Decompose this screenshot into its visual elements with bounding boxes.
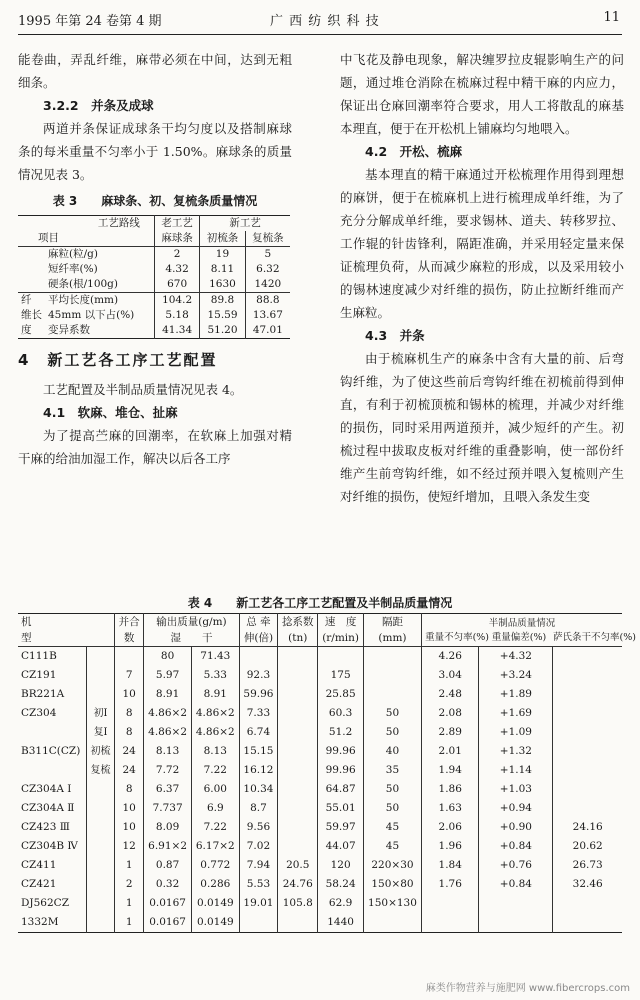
cell: 80 xyxy=(144,647,192,667)
table-row xyxy=(18,293,290,309)
table-4-block xyxy=(18,590,636,933)
cell: 59.97 xyxy=(318,818,364,837)
cell xyxy=(87,818,115,837)
machine-name: CZ411 xyxy=(21,859,57,871)
row-label: 变异系数 xyxy=(48,324,90,336)
machine-name xyxy=(18,761,87,780)
cell xyxy=(553,799,622,818)
machine-name: CZ191 xyxy=(21,669,57,681)
cell: +3.24 xyxy=(479,666,553,685)
cell: 64.87 xyxy=(318,780,364,799)
cell: +1.32 xyxy=(479,742,553,761)
section-heading: 4.3 并条 xyxy=(365,328,425,343)
cell xyxy=(363,685,421,704)
cell: 50 xyxy=(363,799,421,818)
cell xyxy=(87,837,115,856)
paragraph: 两道并条保证成球条干均匀度以及搭制麻球条的每米重量不匀率小于 1.50%。麻球条的质量情况见表 3。 xyxy=(18,121,292,182)
cell: 20.62 xyxy=(553,837,622,856)
cell: 5.33 xyxy=(191,666,239,685)
cell: 24.76 xyxy=(278,875,318,894)
cell: 2 xyxy=(115,875,144,894)
cell xyxy=(239,647,278,667)
row-group: 维长 xyxy=(21,309,42,321)
row-group xyxy=(18,262,45,277)
cell: 0.0167 xyxy=(144,894,192,913)
cell xyxy=(278,685,318,704)
cell: 89.8 xyxy=(200,293,245,309)
cell: 4.26 xyxy=(422,647,479,667)
cell: 0.0149 xyxy=(191,894,239,913)
cell: 2.08 xyxy=(422,704,479,723)
cell: 71.43 xyxy=(191,647,239,667)
machine-name: CZ304A Ⅱ xyxy=(21,802,75,814)
paragraph: 中飞花及静电现象，解决缠罗拉皮辊影响生产的问题，通过堆仓消除在梳麻过程中精干麻的内应力，保证出仓麻回潮率符合要求，用人工将散乱的麻基本理直，便于在开松机上铺麻均匀地喂入。 xyxy=(340,52,624,136)
cell: 5.97 xyxy=(144,666,192,685)
row-label: 平均长度(mm) xyxy=(45,293,154,309)
table-4-body xyxy=(18,647,622,933)
cell xyxy=(422,894,479,913)
cell: 8 xyxy=(115,704,144,723)
cell: 32.46 xyxy=(553,875,622,894)
table-row xyxy=(18,818,622,837)
cell: 7.94 xyxy=(239,856,278,875)
cell xyxy=(115,647,144,667)
cell: 26.73 xyxy=(553,856,622,875)
table-row xyxy=(18,799,622,818)
cell: 2 xyxy=(154,247,199,263)
cell: +1.09 xyxy=(479,723,553,742)
cell: 复梳 xyxy=(87,761,115,780)
table-row xyxy=(18,723,622,742)
cell: 4.86×2 xyxy=(191,723,239,742)
cell xyxy=(87,894,115,913)
th-item: 项目 xyxy=(38,232,59,244)
cell xyxy=(278,780,318,799)
cell: 24.16 xyxy=(553,818,622,837)
cell: 51.2 xyxy=(318,723,364,742)
cell: 9.56 xyxy=(239,818,278,837)
cell: 120 xyxy=(318,856,364,875)
cell: 50 xyxy=(363,780,421,799)
table-row xyxy=(18,875,622,894)
cell: 105.8 xyxy=(278,894,318,913)
cell: 1.86 xyxy=(422,780,479,799)
cell: 1 xyxy=(115,894,144,913)
cell: 15.59 xyxy=(200,308,245,323)
machine-name: B311C(CZ) xyxy=(21,745,81,757)
cell: 10 xyxy=(115,818,144,837)
cell: 6.74 xyxy=(239,723,278,742)
cell: 670 xyxy=(154,277,199,293)
page-header xyxy=(0,0,640,40)
cell: 58.24 xyxy=(318,875,364,894)
cell: 1.84 xyxy=(422,856,479,875)
cell: +0.84 xyxy=(479,837,553,856)
cell: 12 xyxy=(115,837,144,856)
th-twist: 捻系数 (tn) xyxy=(278,614,318,647)
cell: 1.63 xyxy=(422,799,479,818)
cell: 2.48 xyxy=(422,685,479,704)
table-4 xyxy=(18,613,636,933)
cell: +0.76 xyxy=(479,856,553,875)
cell xyxy=(553,666,622,685)
machine-name: CZ421 xyxy=(21,878,57,890)
cell xyxy=(278,818,318,837)
th-gauge: 隔距 (mm) xyxy=(363,614,421,647)
cell: 62.9 xyxy=(318,894,364,913)
cell: 8.7 xyxy=(239,799,278,818)
table-row xyxy=(18,247,290,263)
th-c1: 麻球条 xyxy=(154,231,199,247)
cell xyxy=(363,913,421,933)
section-title: 4 新工艺各工序工艺配置 xyxy=(18,351,218,369)
cell: 4.86×2 xyxy=(191,704,239,723)
cell: 4.86×2 xyxy=(144,723,192,742)
cell xyxy=(87,913,115,933)
cell xyxy=(87,856,115,875)
th-c3: 复梳条 xyxy=(245,231,290,247)
paragraph: 能卷曲，弄乱纤维，麻带必须在中间，达到无粗细条。 xyxy=(18,52,292,90)
cell: 175 xyxy=(318,666,364,685)
cell: 7.22 xyxy=(191,761,239,780)
cell: 8 xyxy=(115,723,144,742)
row-label: 麻粒(粒/g) xyxy=(45,247,154,263)
cell xyxy=(479,913,553,933)
cell xyxy=(87,875,115,894)
machine-name: 1332M xyxy=(21,916,59,928)
cell xyxy=(553,685,622,704)
cell xyxy=(87,780,115,799)
cell: 7.22 xyxy=(191,818,239,837)
header-rule xyxy=(18,34,622,35)
cell xyxy=(553,780,622,799)
cell xyxy=(553,723,622,742)
cell: 50 xyxy=(363,723,421,742)
cell: 47.01 xyxy=(245,323,290,339)
table-row xyxy=(18,780,622,799)
cell: 59.96 xyxy=(239,685,278,704)
cell: 10 xyxy=(115,799,144,818)
cell xyxy=(239,913,278,933)
table-row xyxy=(18,308,290,323)
th-old: 老工艺 xyxy=(154,216,199,232)
cell: 8.09 xyxy=(144,818,192,837)
cell xyxy=(553,742,622,761)
table-row xyxy=(18,666,622,685)
cell: 7.02 xyxy=(239,837,278,856)
row-group: 度 xyxy=(21,324,32,336)
table-row xyxy=(18,894,622,913)
cell: 6.37 xyxy=(144,780,192,799)
th-route: 工艺路线 xyxy=(97,217,140,229)
cell: 2.01 xyxy=(422,742,479,761)
page-number: 11 xyxy=(603,10,620,25)
cell: 15.15 xyxy=(239,742,278,761)
cell: 8.91 xyxy=(191,685,239,704)
cell xyxy=(278,761,318,780)
cell xyxy=(278,666,318,685)
section-heading: 4.2 开松、梳麻 xyxy=(365,144,463,159)
table-row xyxy=(18,856,622,875)
cell: 7 xyxy=(115,666,144,685)
cell: 13.67 xyxy=(245,308,290,323)
cell: 10 xyxy=(115,685,144,704)
cell: 1.76 xyxy=(422,875,479,894)
cell xyxy=(363,647,421,667)
cell: 220×30 xyxy=(363,856,421,875)
cell xyxy=(87,685,115,704)
cell: 1.96 xyxy=(422,837,479,856)
cell: 88.8 xyxy=(245,293,290,309)
cell: +0.94 xyxy=(479,799,553,818)
cell: 25.85 xyxy=(318,685,364,704)
cell: 3.04 xyxy=(422,666,479,685)
cell: 初Ⅰ xyxy=(87,704,115,723)
cell xyxy=(278,799,318,818)
paragraph: 由于梳麻机生产的麻条中含有大量的前、后弯钩纤维，为了使这些前后弯钩纤维在初梳前得到伸直，有利于初梳顶梳和锡林的梳理，并减少对纤维的损伤，同时采用两道预并，减少短纤的产生。初梳过程中拔取皮板对纤维的重叠影响，使一部份纤维产生前弯钩纤维，如不经过预并喂入复梳则产生对纤维的损伤，使短纤增加，且喂入条发生变 xyxy=(340,351,624,504)
row-label: 硬条(根/100g) xyxy=(48,278,118,290)
table-row xyxy=(18,323,290,339)
cell: 1420 xyxy=(245,277,290,293)
cell: 7.737 xyxy=(144,799,192,818)
paragraph: 基本理直的精干麻通过开松梳理作用得到理想的麻饼，便于在梳麻机上进行梳理成单纤维，为了充分分解成单纤维，要求锡林、道夫、转移罗拉、工作辊的针齿锋利，隔距准确，并采用轻定量来保证梳理负荷，从而减少麻粒的形成，以及采用较小的锡林速度减少对纤维的损伤，防止拉断纤维而产生麻粒。 xyxy=(340,167,624,320)
cell: +1.03 xyxy=(479,780,553,799)
row-group xyxy=(18,247,45,263)
cell: 1 xyxy=(115,913,144,933)
cell: 44.07 xyxy=(318,837,364,856)
cell xyxy=(87,666,115,685)
th-heh: 并合 数 xyxy=(115,614,144,647)
cell: 92.3 xyxy=(239,666,278,685)
watermark: 麻类作物营养与施肥网 www.fibercrops.com xyxy=(425,983,630,994)
cell xyxy=(422,913,479,933)
cell: 16.12 xyxy=(239,761,278,780)
cell: 4.32 xyxy=(154,262,199,277)
cell: 1 xyxy=(115,856,144,875)
cell: +4.32 xyxy=(479,647,553,667)
cell: 10.34 xyxy=(239,780,278,799)
cell xyxy=(553,704,622,723)
paragraph: 为了提高苎麻的回潮率，在软麻上加强对精干麻的给油加湿工作，解决以后各工序 xyxy=(18,428,292,466)
cell: 6.9 xyxy=(191,799,239,818)
machine-name xyxy=(18,723,87,742)
cell: 0.0167 xyxy=(144,913,192,933)
table-row xyxy=(18,761,622,780)
cell: 0.772 xyxy=(191,856,239,875)
cell: 40 xyxy=(363,742,421,761)
cell: 4.86×2 xyxy=(144,704,192,723)
cell: +1.89 xyxy=(479,685,553,704)
cell xyxy=(278,837,318,856)
machine-name: CZ304A Ⅰ xyxy=(21,783,72,795)
cell: 8.91 xyxy=(144,685,192,704)
table-row xyxy=(18,742,622,761)
cell: 51.20 xyxy=(200,323,245,339)
table-row xyxy=(18,685,622,704)
cell xyxy=(553,761,622,780)
cell: +1.14 xyxy=(479,761,553,780)
cell xyxy=(479,894,553,913)
table-3-body xyxy=(18,247,290,339)
cell: 8 xyxy=(115,780,144,799)
cell: 150×130 xyxy=(363,894,421,913)
cell: 2.89 xyxy=(422,723,479,742)
paragraph: 工艺配置及半制品质量情况见表 4。 xyxy=(43,382,243,397)
cell: 7.72 xyxy=(144,761,192,780)
journal-name: 广 西 纺 织 科 技 xyxy=(270,14,380,29)
cell: 8.13 xyxy=(144,742,192,761)
th-c2: 初梳条 xyxy=(200,231,245,247)
cell xyxy=(553,894,622,913)
cell xyxy=(87,647,115,667)
cell: 50 xyxy=(363,704,421,723)
cell xyxy=(87,799,115,818)
machine-name: DJ562CZ xyxy=(21,897,69,909)
cell: 8.11 xyxy=(200,262,245,277)
cell: 6.00 xyxy=(191,780,239,799)
table-row xyxy=(18,647,622,667)
table-row xyxy=(18,262,290,277)
cell: 45 xyxy=(363,818,421,837)
cell: 60.3 xyxy=(318,704,364,723)
row-group xyxy=(18,277,45,293)
cell: 1630 xyxy=(200,277,245,293)
cell: 35 xyxy=(363,761,421,780)
cell xyxy=(553,647,622,667)
table-caption: 表 3 麻球条、初、复梳条质量情况 xyxy=(52,194,258,208)
cell: 0.32 xyxy=(144,875,192,894)
cell xyxy=(278,742,318,761)
cell: +0.90 xyxy=(479,818,553,837)
cell: 19 xyxy=(200,247,245,263)
cell xyxy=(363,666,421,685)
table-row xyxy=(18,913,622,933)
cell: 99.96 xyxy=(318,742,364,761)
cell: 2.06 xyxy=(422,818,479,837)
journal-issue: 1995 年第 24 卷第 4 期 xyxy=(18,14,162,29)
cell: 99.96 xyxy=(318,761,364,780)
cell: 5.18 xyxy=(154,308,199,323)
cell: 41.34 xyxy=(154,323,199,339)
machine-name: CZ304B Ⅳ xyxy=(21,840,78,852)
cell: 150×80 xyxy=(363,875,421,894)
table-row xyxy=(18,704,622,723)
machine-name: CZ423 Ⅲ xyxy=(21,821,70,833)
cell: 初梳 xyxy=(87,742,115,761)
cell xyxy=(278,647,318,667)
cell: 0.0149 xyxy=(191,913,239,933)
th-draft: 总 牵 伸(倍) xyxy=(239,614,278,647)
cell xyxy=(278,723,318,742)
cell: 8.13 xyxy=(191,742,239,761)
cell: 6.32 xyxy=(245,262,290,277)
row-label: 45mm 以下占(%) xyxy=(48,309,135,321)
cell: 19.01 xyxy=(239,894,278,913)
table-3 xyxy=(18,215,290,339)
cell: 0.87 xyxy=(144,856,192,875)
right-column xyxy=(340,48,624,508)
cell xyxy=(278,704,318,723)
cell: 55.01 xyxy=(318,799,364,818)
cell: 5.53 xyxy=(239,875,278,894)
left-column xyxy=(18,48,292,470)
th-speed: 速 度 (r/min) xyxy=(318,614,364,647)
machine-name: BR221A xyxy=(21,688,65,700)
cell: 24 xyxy=(115,761,144,780)
th-new: 新工艺 xyxy=(200,216,290,232)
table-caption: 表 4 新工艺各工序工艺配置及半制品质量情况 xyxy=(187,596,453,610)
cell: +1.69 xyxy=(479,704,553,723)
cell: 1440 xyxy=(318,913,364,933)
cell: 复Ⅰ xyxy=(87,723,115,742)
cell: 24 xyxy=(115,742,144,761)
section-heading: 3.2.2 并条及成球 xyxy=(43,98,154,113)
row-label: 短纤率(%) xyxy=(48,263,98,275)
cell: 20.5 xyxy=(278,856,318,875)
cell: 0.286 xyxy=(191,875,239,894)
row-group: 纤 xyxy=(18,293,45,309)
machine-name: CZ304 xyxy=(21,707,57,719)
cell: 6.91×2 xyxy=(144,837,192,856)
cell xyxy=(553,913,622,933)
table-row xyxy=(18,837,622,856)
cell: +0.84 xyxy=(479,875,553,894)
cell xyxy=(318,647,364,667)
cell: 1.94 xyxy=(422,761,479,780)
machine-name: C111B xyxy=(21,650,57,662)
section-heading: 4.1 软麻、堆仓、扯麻 xyxy=(43,405,178,420)
cell: 5 xyxy=(245,247,290,263)
cell: 7.33 xyxy=(239,704,278,723)
cell: 6.17×2 xyxy=(191,837,239,856)
cell xyxy=(278,913,318,933)
cell: 45 xyxy=(363,837,421,856)
cell: 104.2 xyxy=(154,293,199,309)
th-quality: 半制品质量情况 重量不匀率(%) 重量偏差(%) 萨氏条干不匀率(%) xyxy=(422,614,622,647)
th-output: 输出质量(g/m) 湿 干 xyxy=(144,614,239,647)
table-row xyxy=(18,277,290,293)
th-machine: 机 型 xyxy=(18,614,115,647)
